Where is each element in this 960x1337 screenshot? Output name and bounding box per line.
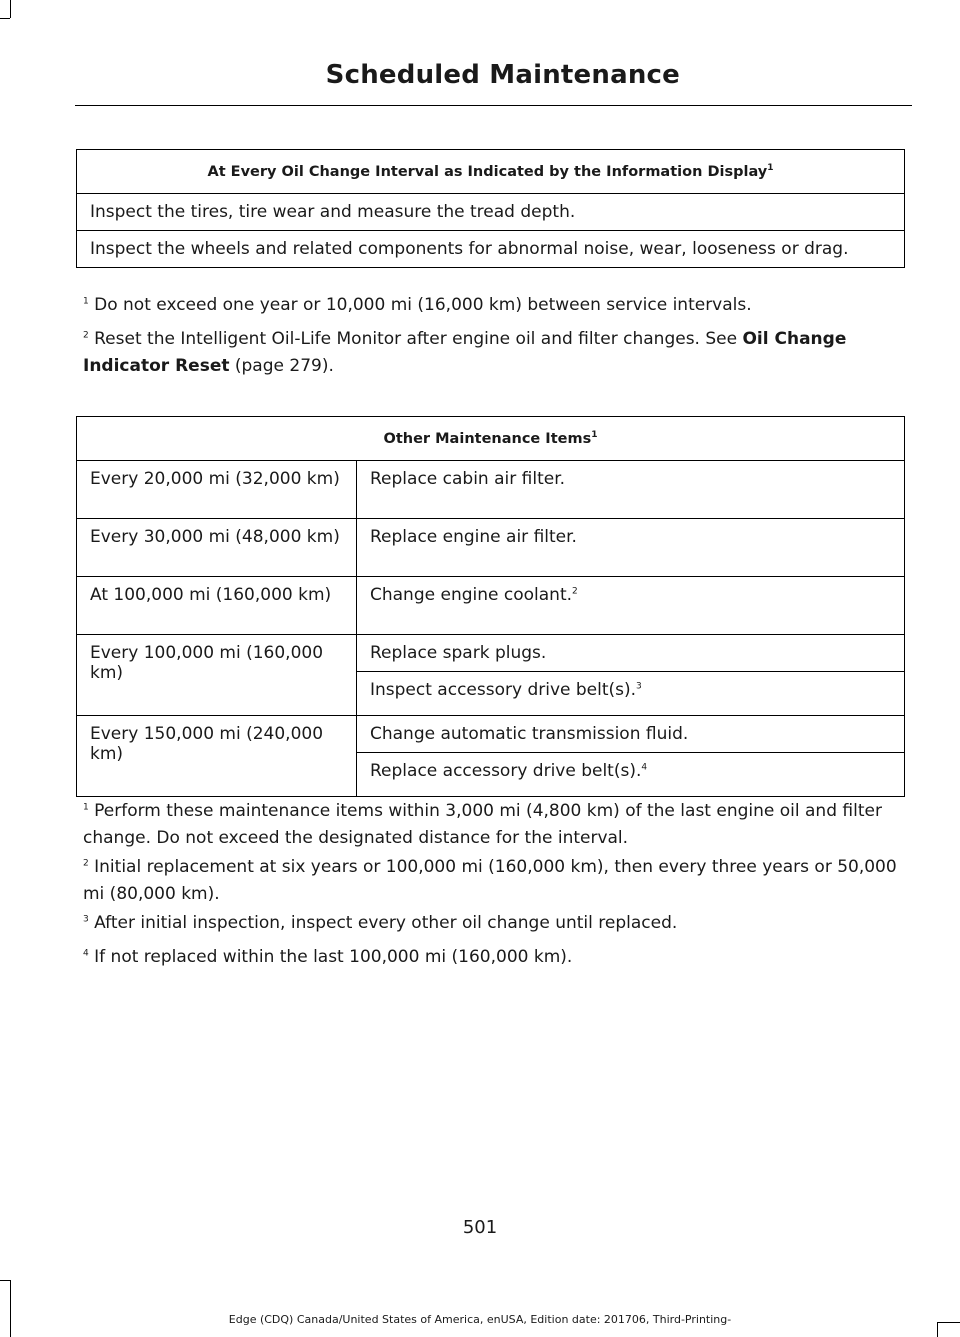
item-cell: Replace engine air filter. (357, 519, 905, 577)
interval-cell: At 100,000 mi (160,000 km) (77, 577, 357, 635)
item-cell: Replace cabin air filter. (357, 461, 905, 519)
crop-mark (0, 18, 10, 19)
footnote: $^1$ Perform these maintenance items within 3,000 mi (4,800 km) of the last engine oil and filter change. Do not exceed the designated distance for the interval. (83, 801, 882, 848)
table-row (77, 577, 905, 635)
item-cell: Replace accessory drive belt(s).$^4$ (357, 753, 905, 797)
table-row (77, 461, 905, 519)
footnote: $^2$ Initial replacement at six years or 100,000 mi (160,000 km), then every three years or 50,000 mi (80,000 km). (83, 857, 897, 904)
page-title: Scheduled Maintenance (325, 60, 680, 90)
interval-cell: Every 20,000 mi (32,000 km) (77, 461, 357, 519)
interval-cell: Every 150,000 mi (240,000 km) (77, 716, 357, 797)
interval-cell: Every 100,000 mi (160,000 km) (77, 635, 357, 716)
item-cell: Replace spark plugs. (357, 635, 905, 672)
table-row (77, 716, 905, 753)
table-row: Inspect the tires, tire wear and measure the tread depth. (77, 194, 905, 231)
footnote-ref: 1 (767, 162, 774, 173)
interval-cell: Every 30,000 mi (48,000 km) (77, 519, 357, 577)
cross-reference-link[interactable]: Oil Change Indicator Reset (83, 329, 847, 376)
footnote-ref: 3 (636, 681, 642, 692)
other-maintenance-table (76, 416, 905, 797)
item-cell: Change engine coolant.$^2$ (357, 577, 905, 635)
other-maintenance-table-title: Other Maintenance Items$^1$ (77, 417, 905, 461)
footnote: $^3$ After initial inspection, inspect every other oil change until replaced. (83, 913, 678, 933)
footnote: $^2$ Reset the Intelligent Oil-Life Monitor after engine oil and filter changes. See Oil Change Indicator Reset (page 279). (83, 329, 847, 376)
item-cell: Change automatic transmission fluid. (357, 716, 905, 753)
crop-mark (10, 0, 11, 18)
oil-change-table (76, 149, 905, 268)
oil-change-table-title: At Every Oil Change Interval as Indicated by the Information Display$^1$ (77, 150, 905, 194)
footnote: $^1$ Do not exceed one year or 10,000 mi (16,000 km) between service intervals. (83, 295, 752, 315)
footnote: $^4$ If not replaced within the last 100,000 mi (160,000 km). (83, 947, 573, 967)
item-cell: Inspect accessory drive belt(s).$^3$ (357, 672, 905, 716)
table-row: Inspect the wheels and related components for abnormal noise, wear, looseness or drag. (77, 231, 905, 268)
table-row (77, 519, 905, 577)
crop-mark (10, 1280, 11, 1337)
edition-info: Edge (CDQ) Canada/United States of America, enUSA, Edition date: 201706, Third-Printing- (228, 1313, 732, 1326)
header-rule (75, 105, 912, 106)
crop-mark (0, 1280, 10, 1281)
footnote-ref: 4 (641, 762, 648, 773)
table-row (77, 635, 905, 672)
footnote-ref: 1 (591, 429, 598, 440)
page-number: 501 (462, 1217, 498, 1238)
footnote-ref: 2 (572, 586, 578, 597)
